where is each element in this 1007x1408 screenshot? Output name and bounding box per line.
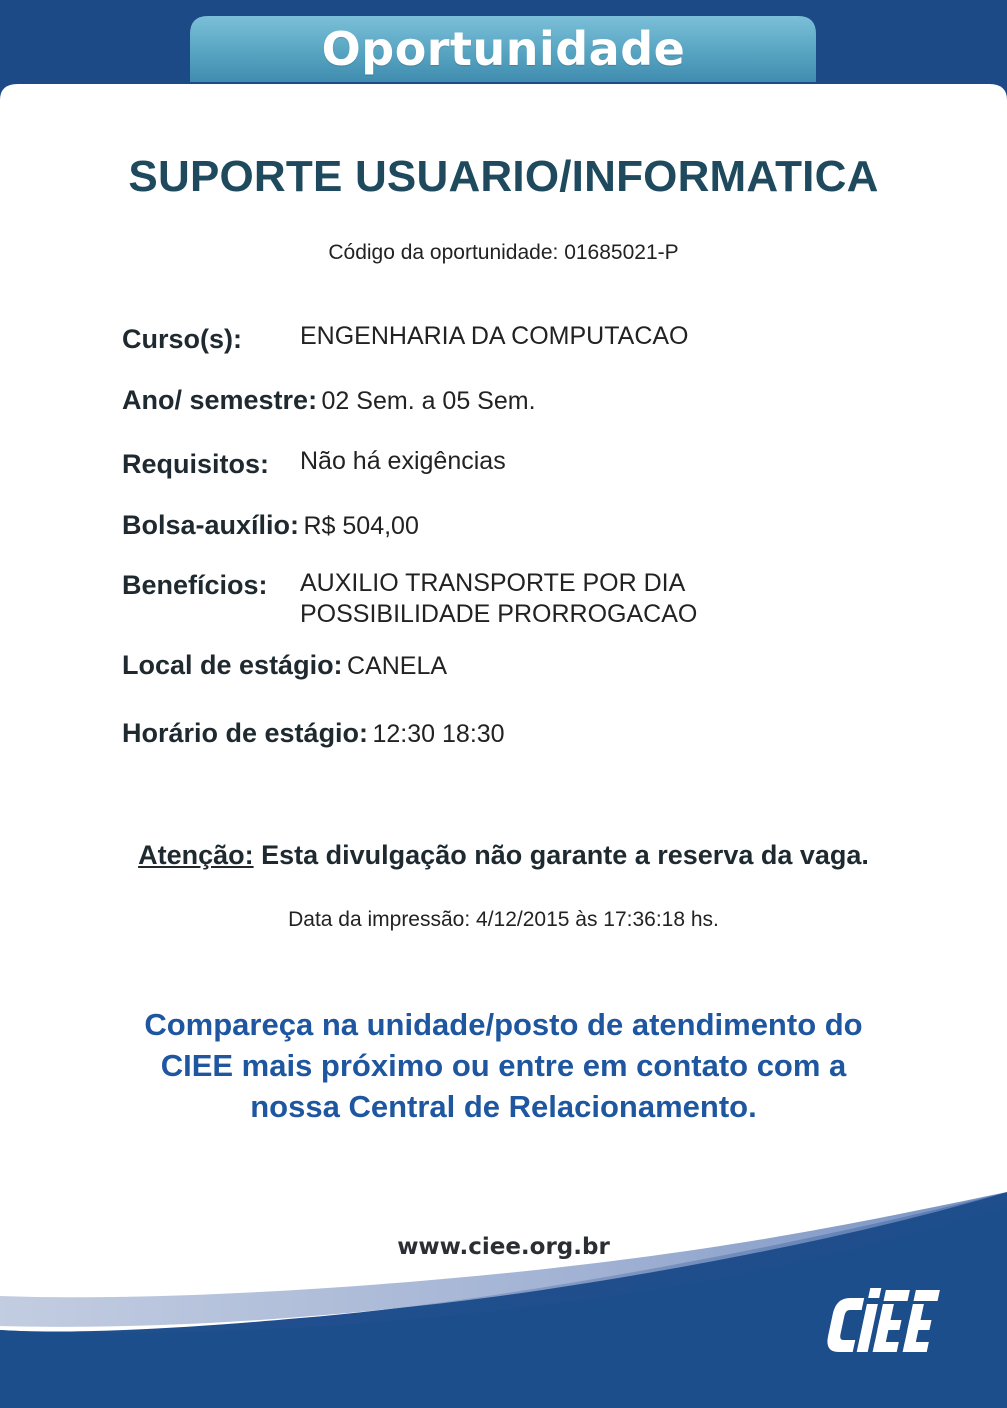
callout-line: nossa Central de Relacionamento. bbox=[250, 1089, 757, 1124]
courses-field bbox=[122, 324, 242, 355]
semester-label: Ano/ semestre: bbox=[122, 385, 318, 415]
location-value: CANELA bbox=[347, 652, 448, 680]
callout-line: Compareça na unidade/posto de atendimento do bbox=[144, 1007, 863, 1042]
benefit-item: POSSIBILIDADE PRORROGACAO bbox=[300, 600, 698, 628]
stipend-value: R$ 504,00 bbox=[303, 512, 419, 540]
opportunity-code bbox=[0, 241, 1007, 265]
page-tab-title: Oportunidade bbox=[321, 22, 686, 76]
location-field bbox=[122, 650, 447, 681]
callout-line: CIEE mais próximo ou entre em contato com a bbox=[160, 1048, 847, 1083]
location-label: Local de estágio: bbox=[122, 650, 343, 680]
benefits-field bbox=[122, 570, 268, 601]
stipend-label: Bolsa-auxílio: bbox=[122, 510, 300, 540]
warning-label: Atenção: bbox=[138, 840, 254, 870]
requirements-value: Não há exigências bbox=[300, 447, 506, 475]
courses-value: ENGENHARIA DA COMPUTACAO bbox=[300, 322, 689, 350]
requirements-field bbox=[122, 449, 269, 480]
semester-value: 02 Sem. a 05 Sem. bbox=[321, 387, 536, 415]
benefits-label: Benefícios: bbox=[122, 570, 268, 600]
schedule-value: 12:30 18:30 bbox=[372, 720, 505, 748]
stipend-field bbox=[122, 510, 419, 541]
reservation-warning bbox=[0, 840, 1007, 871]
contact-callout bbox=[60, 1004, 947, 1127]
benefit-item: AUXILIO TRANSPORTE POR DIA bbox=[300, 569, 686, 597]
ciee-logo bbox=[822, 1280, 950, 1370]
print-date: Data da impressão: 4/12/2015 às 17:36:18 hs. bbox=[288, 908, 719, 931]
job-title: SUPORTE USUARIO/INFORMATICA bbox=[128, 152, 879, 201]
requirements-label: Requisitos: bbox=[122, 449, 270, 479]
opportunity-code-label: Código da oportunidade: bbox=[328, 241, 559, 264]
courses-label: Curso(s): bbox=[122, 324, 242, 354]
warning-text: Esta divulgação não garante a reserva da vaga. bbox=[261, 840, 869, 870]
website-link[interactable]: www.ciee.org.br bbox=[397, 1234, 610, 1260]
opportunity-code-value: 01685021-P bbox=[564, 241, 679, 264]
benefits-values bbox=[300, 568, 697, 630]
schedule-label: Horário de estágio: bbox=[122, 718, 369, 748]
semester-field bbox=[122, 385, 536, 416]
schedule-field bbox=[122, 718, 505, 749]
